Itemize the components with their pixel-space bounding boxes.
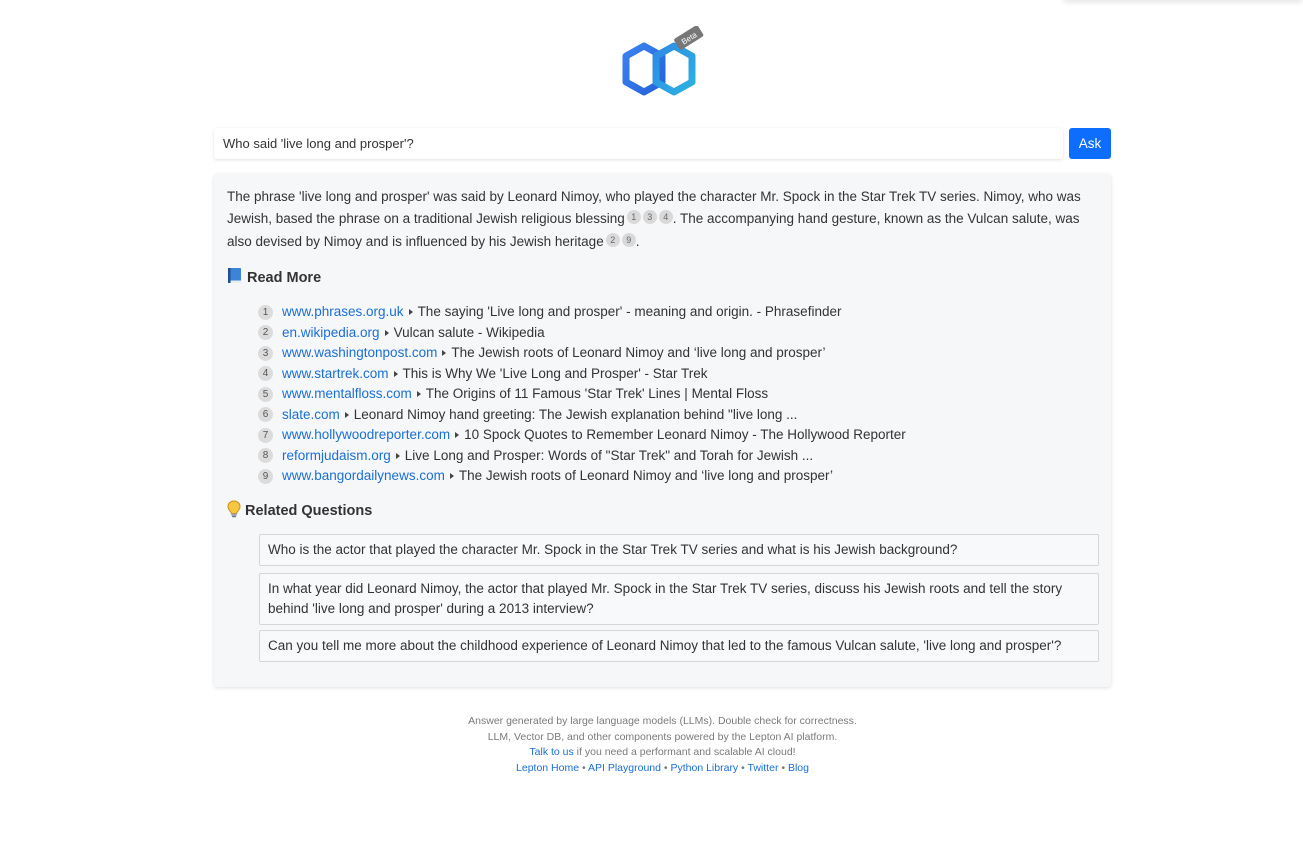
source-item [258, 446, 1078, 467]
footer [0, 714, 1303, 776]
source-link[interactable]: reformjudaism.org [282, 447, 391, 463]
source-link[interactable]: www.bangordailynews.com [282, 468, 445, 483]
source-title: Leonard Nimoy hand greeting: The Jewish explanation behind "live long ... [353, 406, 798, 422]
answer-text-part: The phrase 'live long and prosper' was said by Leonard Nimoy, who played the character Mr. Spock in the Star Trek TV series. Nimoy, who was Jewish, based the phrase on a traditional Jewish religious blessing [227, 189, 1081, 227]
footer-contact-line [0, 745, 1303, 761]
footer-links [0, 761, 1303, 777]
caret-right-icon [450, 473, 454, 479]
search-bar [214, 128, 1111, 159]
caret-right-icon [396, 453, 400, 459]
related-questions-heading [227, 500, 372, 522]
source-number: 8 [258, 448, 273, 463]
answer-text [227, 186, 1097, 253]
source-title: This is Why We 'Live Long and Prosper' - Star Trek [402, 365, 708, 381]
source-item [258, 466, 1078, 487]
lepton-logo-icon [618, 26, 710, 104]
caret-right-icon [417, 391, 421, 397]
source-title: 10 Spock Quotes to Remember Leonard Nimoy - The Hollywood Reporter [464, 427, 906, 442]
source-number: 4 [258, 366, 273, 381]
source-number: 1 [258, 305, 273, 320]
blog-link[interactable]: Blog [787, 761, 809, 774]
source-list [258, 302, 1078, 487]
caret-right-icon [409, 309, 413, 315]
ask-button[interactable]: Ask [1069, 128, 1111, 159]
source-title: The Jewish roots of Leonard Nimoy and ‘live long and prosper’ [451, 345, 826, 360]
caret-right-icon [385, 330, 389, 336]
citation-badge[interactable]: 9 [622, 233, 636, 247]
related-question[interactable]: Can you tell me more about the childhood experience of Leonard Nimoy that led to the famous Vulcan salute, 'live long and prosper'? [259, 630, 1099, 662]
footer-separator: • [738, 761, 748, 774]
source-link[interactable]: slate.com [282, 406, 340, 422]
answer-text-part: . [635, 233, 640, 249]
related-question[interactable]: Who is the actor that played the character Mr. Spock in the Star Trek TV series and what is his Jewish background? [259, 534, 1099, 566]
source-item [258, 302, 1078, 323]
footer-contact-text: if you need a performant and scalable AI cloud! [573, 746, 796, 759]
python-library-link[interactable]: Python Library [670, 761, 739, 774]
source-item [258, 384, 1078, 405]
source-link[interactable]: www.phrases.org.uk [282, 304, 404, 319]
source-title: Vulcan salute - Wikipedia [393, 324, 545, 340]
read-more-heading [227, 267, 321, 288]
source-link[interactable]: www.mentalfloss.com [282, 386, 412, 401]
source-title: Live Long and Prosper: Words of "Star Trek" and Torah for Jewish ... [404, 447, 814, 463]
caret-right-icon [394, 371, 398, 377]
footer-powered-by: LLM, Vector DB, and other components powered by the Lepton AI platform. [487, 730, 838, 743]
source-item [258, 364, 1078, 385]
caret-right-icon [442, 350, 446, 356]
twitter-link[interactable]: Twitter [747, 761, 779, 774]
source-link[interactable]: www.washingtonpost.com [282, 345, 438, 360]
caret-right-icon [345, 412, 349, 418]
source-number: 3 [258, 346, 273, 361]
api-playground-link[interactable]: API Playground [588, 761, 661, 774]
footer-separator: • [778, 761, 788, 774]
source-link[interactable]: www.hollywoodreporter.com [282, 427, 451, 442]
source-link[interactable]: en.wikipedia.org [282, 324, 380, 340]
source-title: The Origins of 11 Famous 'Star Trek' Lines | Mental Floss [425, 386, 769, 401]
source-number: 7 [258, 428, 273, 443]
source-item [258, 425, 1078, 446]
citation-badge[interactable]: 3 [643, 210, 657, 224]
source-number: 9 [258, 469, 273, 484]
source-item [258, 323, 1078, 344]
source-number: 6 [258, 407, 273, 422]
beta-badge: Beta [679, 30, 699, 47]
source-title: The Jewish roots of Leonard Nimoy and ‘live long and prosper’ [458, 468, 834, 483]
lepton-home-link[interactable]: Lepton Home [516, 761, 580, 774]
footer-disclaimer: Answer generated by large language models (LLMs). Double check for correctness. [468, 715, 857, 727]
footer-separator: • [579, 761, 588, 774]
book-icon [227, 267, 243, 288]
citation-badge[interactable]: 2 [606, 233, 620, 247]
answer-text-part: . The accompanying hand gesture, known as the Vulcan salute, was also devised by Nimoy and is influenced by his Jewish heritage [227, 211, 1080, 249]
lightbulb-icon [227, 500, 241, 522]
related-question[interactable]: In what year did Leonard Nimoy, the actor that played Mr. Spock in the Star Trek TV series, discuss his Jewish roots and tell the story behind 'live long and prosper' during a 2013 interview? [259, 573, 1099, 625]
source-number: 5 [258, 387, 273, 402]
related-questions-title: Related Questions [245, 503, 373, 519]
source-title: The saying 'Live long and prosper' - meaning and origin. - Phrasefinder [417, 304, 842, 319]
caret-right-icon [455, 432, 459, 438]
footer-separator: • [660, 761, 671, 774]
citation-badge[interactable]: 4 [659, 210, 673, 224]
citation-badge[interactable]: 1 [627, 210, 641, 224]
source-item [258, 343, 1078, 364]
source-number: 2 [258, 325, 273, 340]
read-more-title: Read More [247, 269, 322, 286]
lepton-logo [618, 26, 710, 104]
source-item [258, 405, 1078, 426]
search-input[interactable] [214, 128, 1063, 159]
source-link[interactable]: www.startrek.com [282, 365, 389, 381]
talk-to-us-link[interactable]: Talk to us [529, 746, 574, 759]
answer-card [214, 174, 1111, 687]
